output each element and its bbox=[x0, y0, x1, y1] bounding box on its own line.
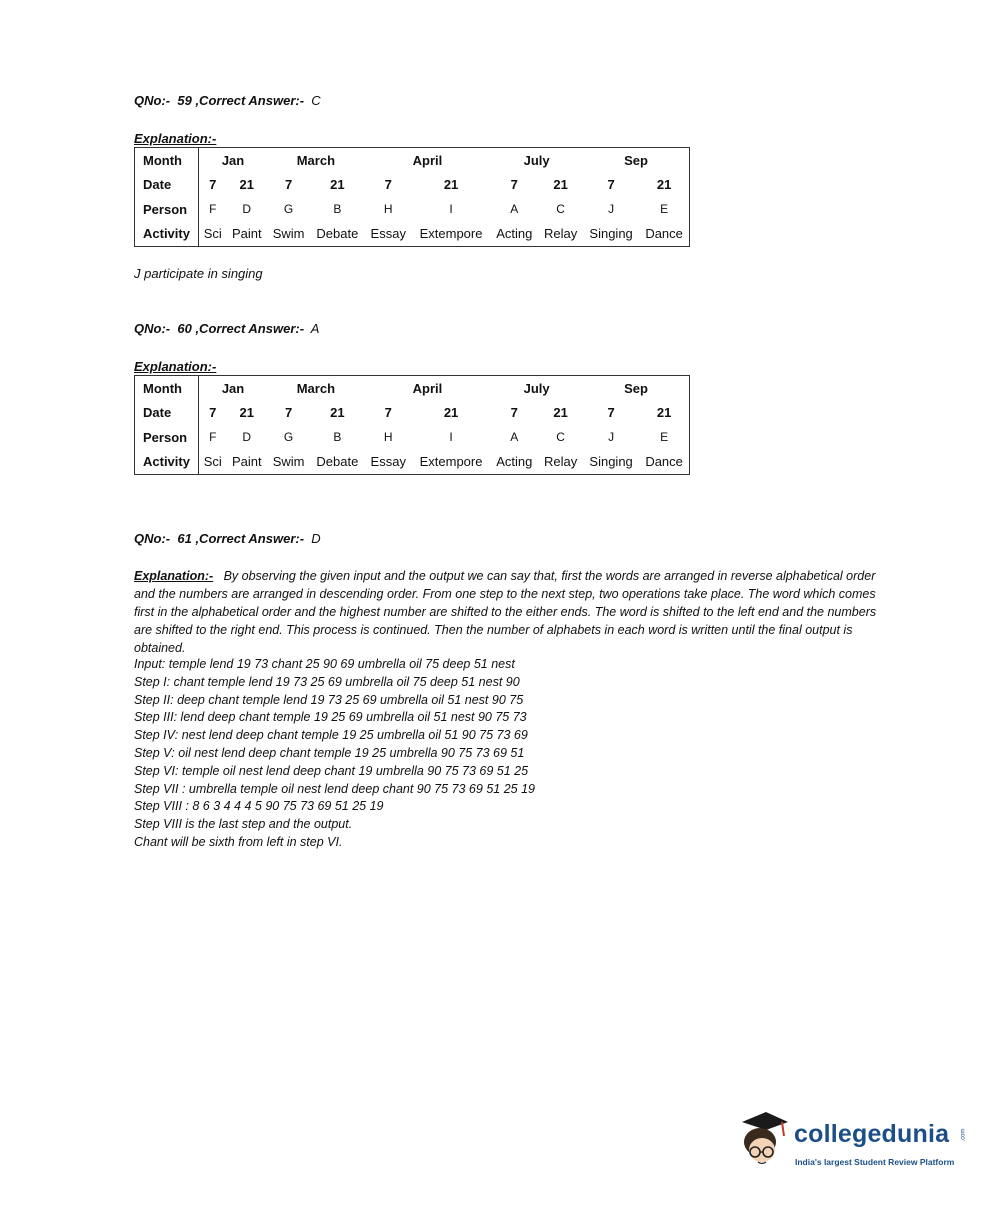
q59-person-cell: D bbox=[242, 202, 252, 217]
q59-header: QNo:- 59 ,Correct Answer:- C bbox=[134, 93, 321, 108]
q61-step-line: Step V: oil nest lend deep chant temple 19 25 umbrella 90 75 73 69 51 bbox=[134, 745, 525, 760]
q60-activity-cell: Dance bbox=[645, 454, 683, 470]
q61-steps bbox=[134, 656, 834, 852]
q59-date-cell: 7 bbox=[510, 177, 518, 193]
q60-activity-cell: Debate bbox=[316, 454, 359, 470]
q59-activity-cell: Relay bbox=[544, 226, 578, 242]
q60-person-cell: I bbox=[449, 430, 453, 445]
q59-date-row bbox=[135, 173, 690, 198]
q59-date-cell: 21 bbox=[656, 177, 672, 193]
q59-activity-cell: Essay bbox=[370, 226, 406, 242]
q60-person-cell: B bbox=[333, 430, 342, 445]
q59-activity-row bbox=[135, 222, 690, 247]
q61-explanation-text: By observing the given input and the output we can say that, first the words are arranged in reverse alphabetical order and the numbers are arranged in descending order. From one step to the next step, two operations take place. The word which comes first in the alphabetical order and the highest number are shifted to the either ends. The word is shifted to the left end and the numbers are shifted to the right end. This process is continued. Then the number of alphabets in each word is written until the final output is obtained. bbox=[134, 569, 877, 655]
q59-activity-cell: Sci bbox=[203, 226, 222, 242]
q61-explanation-label: Explanation:- bbox=[134, 569, 214, 583]
q60-explanation-label: Explanation:- bbox=[134, 359, 217, 374]
q60-activity-cell: Paint bbox=[231, 454, 262, 470]
q59-activity-cell: Acting bbox=[496, 226, 533, 242]
logo-tagline: India's largest Student Review Platform bbox=[795, 1157, 955, 1167]
q59-date-cell: 7 bbox=[607, 177, 615, 193]
q61-step-line: Step IV: nest lend deep chant temple 19 25 umbrella oil 51 90 75 73 69 bbox=[134, 728, 528, 743]
q59-row-header: Person bbox=[135, 197, 199, 222]
q60-month-cell: April bbox=[412, 380, 443, 396]
q59-schedule-table bbox=[134, 147, 690, 247]
q60-date-cell: 7 bbox=[209, 405, 217, 421]
q59-month-cell: April bbox=[412, 152, 443, 168]
q60-date-cell: 21 bbox=[553, 405, 568, 421]
q60-row-header: Person bbox=[135, 425, 199, 450]
q59-month-row bbox=[135, 148, 690, 173]
q59-row-header: Activity bbox=[135, 222, 199, 247]
q60-row-header: Activity bbox=[135, 450, 199, 475]
q60-month-cell: Jan bbox=[221, 380, 245, 396]
q61-step-line: Input: temple lend 19 73 chant 25 90 69 umbrella oil 75 deep 51 nest bbox=[134, 657, 515, 671]
logo-wordmark: collegedunia bbox=[794, 1120, 950, 1148]
q60-month-cell: March bbox=[296, 380, 336, 396]
q60-person-cell: H bbox=[383, 430, 393, 445]
q60-date-cell: 7 bbox=[384, 405, 392, 421]
q60-month-cell: Sep bbox=[624, 380, 648, 396]
q59-activity-cell: Extempore bbox=[419, 226, 483, 242]
q60-activity-cell: Swim bbox=[272, 454, 305, 470]
q60-date-cell: 21 bbox=[443, 405, 459, 421]
q59-row-header: Date bbox=[135, 173, 199, 198]
q60-activity-cell: Singing bbox=[589, 454, 633, 470]
q59-activity-cell: Singing bbox=[589, 226, 633, 242]
mascot-icon bbox=[738, 1108, 794, 1178]
q60-row-header: Month bbox=[135, 376, 199, 401]
q59-person-cell: H bbox=[383, 202, 393, 217]
q60-activity-cell: Acting bbox=[496, 454, 533, 470]
q59-date-cell: 7 bbox=[384, 177, 392, 193]
q60-date-cell: 7 bbox=[284, 405, 293, 421]
q60-person-cell: J bbox=[608, 430, 615, 445]
q59-row-header: Month bbox=[135, 148, 199, 173]
q59-activity-cell: Dance bbox=[645, 226, 683, 242]
q60-person-cell: G bbox=[283, 430, 294, 445]
q61-step-line: Step II: deep chant temple lend 19 73 25 69 umbrella oil 51 nest 90 75 bbox=[134, 692, 524, 707]
q60-activity-cell: Relay bbox=[544, 454, 578, 470]
q60-person-cell: A bbox=[510, 430, 519, 445]
q61-step-line: Step VIII : 8 6 3 4 4 4 5 90 75 73 69 51 25 19 bbox=[134, 799, 384, 814]
q61-step-line: Step VII : umbrella temple oil nest lend deep chant 90 75 73 69 51 25 19 bbox=[134, 781, 535, 796]
q59-activity-cell: Paint bbox=[231, 226, 262, 242]
q60-date-cell: 7 bbox=[607, 405, 615, 421]
q59-month-cell: March bbox=[296, 152, 336, 168]
logo-com: .com bbox=[960, 1128, 967, 1142]
q61-step-line: Step VIII is the last step and the output. bbox=[134, 817, 353, 832]
q59-date-cell: 7 bbox=[209, 177, 217, 193]
q60-activity-cell: Essay bbox=[370, 454, 406, 470]
q60-person-row bbox=[135, 425, 690, 450]
q60-activity-cell: Sci bbox=[203, 454, 222, 470]
q60-person-cell: C bbox=[556, 430, 565, 445]
q60-date-cell: 7 bbox=[510, 405, 518, 421]
q60-header: QNo:- 60 ,Correct Answer:- A bbox=[134, 321, 320, 336]
q59-person-cell: G bbox=[283, 202, 294, 217]
q59-explanation-label: Explanation:- bbox=[134, 131, 217, 146]
q59-date-cell: 21 bbox=[443, 177, 459, 193]
q61-step-line: Chant will be sixth from left in step VI. bbox=[134, 834, 343, 849]
q59-person-cell: C bbox=[556, 202, 565, 217]
q59-month-cell: Sep bbox=[624, 152, 648, 168]
q59-person-row bbox=[135, 197, 690, 222]
q59-person-cell: B bbox=[333, 202, 342, 217]
q60-person-cell: E bbox=[660, 430, 669, 445]
q59-date-cell: 21 bbox=[239, 177, 254, 193]
q60-date-cell: 21 bbox=[330, 405, 345, 421]
q60-row-header: Date bbox=[135, 401, 199, 426]
q60-person-cell: F bbox=[209, 430, 217, 445]
q59-note: J participate in singing bbox=[134, 266, 263, 281]
collegedunia-logo bbox=[738, 1108, 967, 1178]
q59-person-cell: F bbox=[209, 202, 217, 217]
q61-step-line: Step III: lend deep chant temple 19 25 69 umbrella oil 51 nest 90 75 73 bbox=[134, 710, 527, 725]
q59-date-cell: 7 bbox=[284, 177, 293, 193]
q60-activity-cell: Extempore bbox=[419, 454, 483, 470]
q60-month-row bbox=[135, 376, 690, 401]
q59-person-cell: I bbox=[449, 202, 453, 217]
q60-person-cell: D bbox=[242, 430, 252, 445]
q60-date-row bbox=[135, 401, 690, 426]
q59-activity-cell: Swim bbox=[272, 226, 305, 242]
q60-activity-row bbox=[135, 450, 690, 475]
q59-month-cell: Jan bbox=[221, 152, 245, 168]
q60-schedule-table bbox=[134, 375, 690, 475]
q60-date-cell: 21 bbox=[656, 405, 672, 421]
q59-person-cell: A bbox=[510, 202, 519, 217]
q59-date-cell: 21 bbox=[330, 177, 345, 193]
q59-month-cell: July bbox=[523, 152, 550, 168]
q60-month-cell: July bbox=[523, 380, 550, 396]
q59-activity-cell: Debate bbox=[316, 226, 359, 242]
q61-step-line: Step VI: temple oil nest lend deep chant 19 umbrella 90 75 73 69 51 25 bbox=[134, 763, 529, 778]
q59-person-cell: J bbox=[608, 202, 615, 217]
q59-person-cell: E bbox=[660, 202, 669, 217]
q60-date-cell: 21 bbox=[239, 405, 254, 421]
q61-step-line: Step I: chant temple lend 19 73 25 69 umbrella oil 75 deep 51 nest 90 bbox=[134, 674, 520, 689]
q59-date-cell: 21 bbox=[553, 177, 568, 193]
q61-explanation bbox=[134, 567, 894, 657]
q61-header: QNo:- 61 ,Correct Answer:- D bbox=[134, 531, 321, 546]
